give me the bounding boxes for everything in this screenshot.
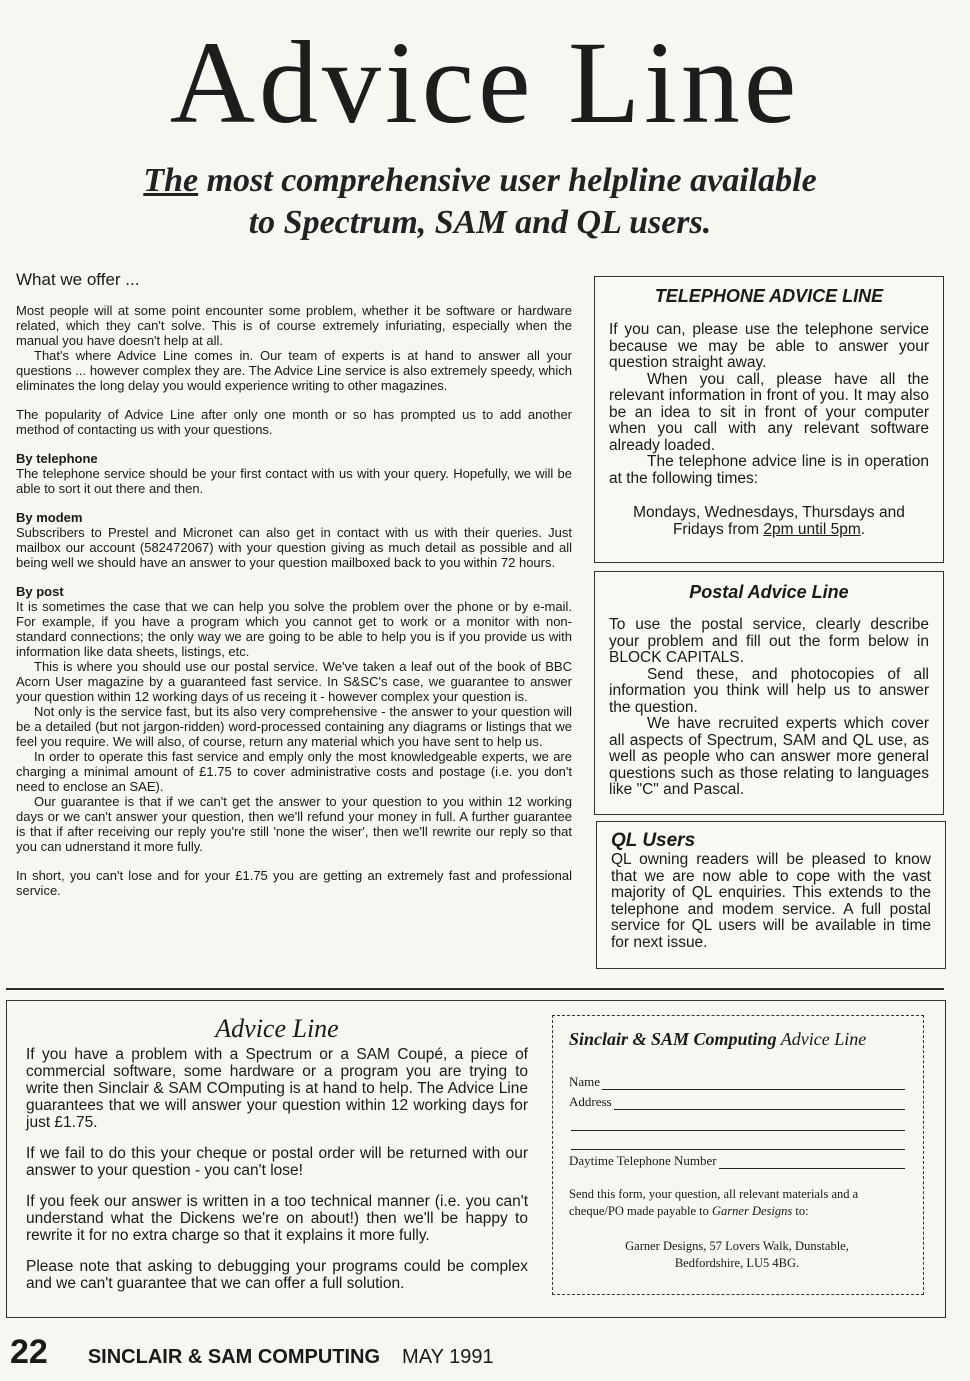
address-line[interactable] [571, 1137, 905, 1150]
coupon-form [552, 1015, 924, 1295]
name-field[interactable] [569, 1074, 905, 1090]
times-prefix: Fridays from [672, 520, 764, 538]
post-paragraph: It is sometimes the case that we can help you solve the problem over the phone or by e-mail. For example, if you have a program which you cannot get to work or a monitor with non-standard connections; the only way we are going to be able to help you is if you provide us with information like data sheets, listings, etc. [16, 599, 572, 659]
section-heading: What we offer ... [16, 270, 140, 289]
modem-text: Subscribers to Prestel and Micronet can also get in contact with us with their queries. Just mailbox our account (582472067) with your question giving as much detail as possible and all being well we should have an answer to your question mailboxed back to you within 72 hours. [16, 525, 572, 570]
post-paragraph: This is where you should use our postal service. We've taken a leaf out of the book of BBC Acorn User magazine by a guaranteed fast service. In S&SC's case, we guarantee to answer your question within 12 working days of us receing it - however complex your question is. [16, 659, 572, 704]
box-paragraph: To use the postal service, clearly describe your problem and fill out the form below in BLOCK CAPITALS. [609, 616, 929, 666]
times-suffix: . [860, 520, 866, 538]
advert-paragraph: If you feek our answer is written in a too technical manner (i.e. you can't understand what the Dickens we're on about!) then we'll be happy to rewrite it for no extra charge so that it explains it more fully. [26, 1193, 528, 1244]
advert-paragraph: Please note that asking to debugging your programs could be complex and we can't guarantee that we can offer a full solution. [26, 1258, 528, 1292]
form-instructions [569, 1186, 909, 1220]
closing-paragraph: In short, you can't lose and for your £1.75 you are getting an extremely fast and professional service. [16, 868, 572, 898]
tagline [40, 160, 920, 244]
form-title-bold: Sinclair & SAM Computing [569, 1029, 777, 1049]
box-paragraph: Send these, and photocopies of all information you think will help us to answer the question. [609, 665, 929, 716]
offer-paragraph: Most people will at some point encounter some problem, whether it be software or hardware related, which they can't solve. This is of course extremely infuriating, especially when the manual you have doesn't help at all. [16, 303, 572, 348]
tagline-line1: most comprehensive user helpline available [198, 162, 817, 199]
page-footer [10, 1333, 494, 1372]
address-line[interactable] [614, 1097, 905, 1110]
box-paragraph: If you can, please use the telephone service because we may be able to answer your question straight away. [609, 321, 929, 371]
form-title [569, 1029, 923, 1050]
post-paragraph: Not only is the service fast, but its also very comprehensive - the answer to your question will be a detailed (but not jargon-ridden) word-processed containing any diagrams or listings that we feel you require. We will also, of course, return any material which you have sent to help us. [16, 704, 572, 749]
offer-paragraph: That's where Advice Line comes in. Our team of experts is at hand to answer all your questions ... however complex they are. The Advice Line service is also extremely speedy, which eliminates the long delay you would experience writing to other magazines. [16, 348, 572, 393]
telephone-advice-box [594, 276, 944, 563]
subheading-modem: By modem [16, 510, 83, 525]
address-line-2: Bedfordshire, LU5 4BG. [674, 1256, 800, 1270]
box-title: QL Users [611, 830, 696, 851]
postal-advice-box [594, 571, 944, 815]
section-divider [6, 988, 944, 990]
tagline-line2: to Spectrum, SAM and QL users. [248, 204, 712, 241]
address-label: Address [569, 1094, 612, 1109]
phone-label: Daytime Telephone Number [569, 1153, 717, 1168]
advert-paragraph: If you have a problem with a Spectrum or a SAM Coupé, a piece of commercial software, some hardware or a program you are trying to write then Sinclair & SAM COmputing is at hand to help. The Advice Line guarantees that we will answer your question within 12 working days for just £1.75. [26, 1046, 528, 1131]
box-paragraph: When you call, please have all the relevant information in front of you. It may also be an idea to sit in front of your computer when you call with any relevant software already loaded. [609, 370, 929, 454]
advert-paragraph: If we fail to do this your cheque or postal order will be returned with our answer to your question - you can't lose! [26, 1145, 528, 1179]
name-line[interactable] [602, 1077, 905, 1090]
opening-times [609, 505, 929, 538]
phone-line[interactable] [719, 1156, 905, 1169]
subheading-post: By post [16, 584, 64, 599]
postal-address [569, 1238, 905, 1272]
box-paragraph: QL owning readers will be pleased to know that we are now able to cope with the vast majority of QL enquiries. This extends to the telephone and modem service. A full postal service for QL users will be available in time for next issue. [611, 851, 931, 951]
box-paragraph: The telephone advice line is in operation at the following times: [609, 453, 929, 487]
form-title-plain: Advice Line [776, 1029, 867, 1049]
address-line-2[interactable] [569, 1115, 905, 1131]
address-line[interactable] [571, 1118, 905, 1131]
phone-field[interactable] [569, 1153, 905, 1169]
offer-paragraph: The popularity of Advice Line after only one month or so has prompted us to add another method of contacting us with your questions. [16, 407, 572, 437]
address-line-1: Garner Designs, 57 Lovers Walk, Dunstable, [625, 1239, 849, 1253]
tagline-lead: The [143, 162, 199, 199]
post-paragraph: In order to operate this fast service and emply only the most knowledgeable experts, we are charging a minimal amount of £1.75 to cover administrative costs and postage (i.e. you don't need to enclose an SAE). [16, 749, 572, 794]
magazine-name: SINCLAIR & SAM COMPUTING [87, 1346, 381, 1368]
page-title: Advice Line [169, 17, 801, 148]
instructions-suffix: to: [792, 1204, 809, 1218]
telephone-text: The telephone service should be your first contact with us with your query. Hopefully, we will be able to sort it out there and then. [16, 466, 572, 496]
what-we-offer-section [16, 272, 572, 898]
box-title: Postal Advice Line [689, 582, 849, 602]
box-title: TELEPHONE ADVICE LINE [654, 286, 884, 306]
box-paragraph: We have recruited experts which cover all aspects of Spectrum, SAM and QL use, as well as people who can answer more general questions such as those relating to languages like "C" and Pascal. [609, 715, 929, 798]
issue-date: MAY 1991 [402, 1346, 494, 1368]
advert-column [26, 1014, 528, 1306]
times-hours: 2pm until 5pm [763, 520, 861, 538]
post-paragraph: Our guarantee is that if we can't get the answer to your question to you within 12 working days or we can't answer your question, then we'll refund your money in full. A further guarantee is that if after receiving our reply you're still 'none the wiser', then we'll rewrite our reply so that you can udnerstand it more fully. [16, 794, 572, 854]
subheading-telephone: By telephone [16, 451, 98, 466]
name-label: Name [569, 1074, 601, 1089]
page-number: 22 [10, 1333, 48, 1371]
times-days: Mondays, Wednesdays, Thursdays and [633, 504, 905, 521]
payee-name: Garner Designs [712, 1204, 793, 1218]
address-line-3[interactable] [569, 1134, 905, 1150]
ql-users-box [596, 821, 946, 969]
address-field[interactable] [569, 1094, 905, 1110]
advert-title: Advice Line [215, 1014, 339, 1043]
instructions-text: Send this form, your question, all relevant materials and a cheque/PO made payable to [569, 1187, 859, 1218]
